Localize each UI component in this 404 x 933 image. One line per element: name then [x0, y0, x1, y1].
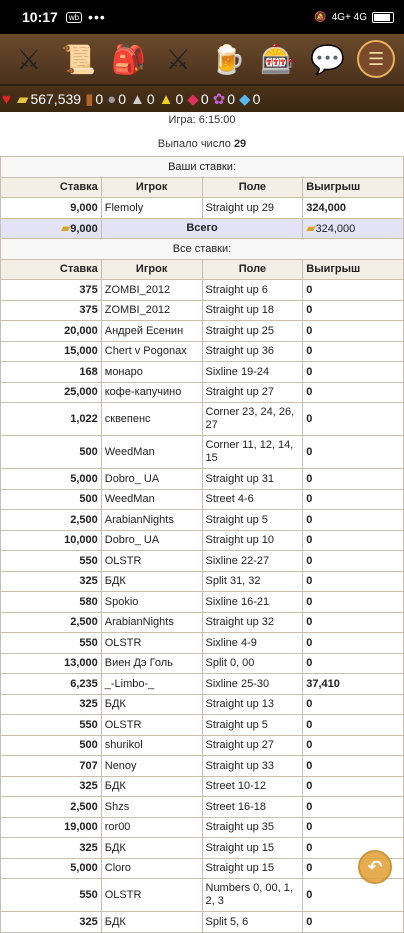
win-cell: 0 [303, 592, 404, 613]
field-cell: Street 4-6 [202, 489, 303, 510]
field-cell: Straight up 10 [202, 530, 303, 551]
resource-value: 0 [227, 91, 236, 107]
knight-helmet-icon[interactable]: ⚔ [16, 43, 42, 75]
bet-cell: 500 [1, 735, 102, 756]
player-cell[interactable]: Андрей Есенин [101, 321, 202, 342]
col-field: Поле [202, 259, 303, 280]
bet-cell: 325 [1, 571, 102, 592]
result-prefix: Выпало число [157, 138, 231, 150]
total-win-value: 324,000 [315, 223, 356, 236]
win-cell: 0 [303, 838, 404, 859]
win-cell: 0 [303, 341, 404, 362]
bet-cell: 168 [1, 362, 102, 383]
win-cell: 0 [303, 489, 404, 510]
win-cell: 0 [303, 551, 404, 572]
bet-cell: 6,235 [1, 674, 102, 695]
player-cell[interactable]: Shzs [101, 797, 202, 818]
field-cell: Straight up 33 [202, 756, 303, 777]
player-cell[interactable]: WeedMan [101, 489, 202, 510]
table-row [1, 879, 404, 912]
bet-cell: 2,500 [1, 510, 102, 531]
win-cell: 0 [303, 879, 404, 912]
win-cell: 0 [303, 382, 404, 403]
player-cell[interactable]: ArabianNights [101, 612, 202, 633]
game-nav-bar [0, 34, 404, 86]
player-cell[interactable]: OLSTR [101, 715, 202, 736]
resource-value: 0 [95, 91, 104, 107]
field-cell: Sixline 4-9 [202, 633, 303, 654]
total-bet-value: 9,000 [70, 223, 98, 236]
win-cell: 0 [303, 530, 404, 551]
total-bet [1, 218, 102, 239]
table-row [1, 633, 404, 654]
all-bets-header [1, 259, 404, 280]
battery-icon [372, 12, 394, 23]
bets-table [0, 156, 404, 933]
table-row [1, 551, 404, 572]
win-cell: 0 [303, 756, 404, 777]
back-button[interactable]: ↶ [358, 850, 392, 884]
stone-icon: ● [107, 90, 117, 108]
win-cell: 0 [303, 797, 404, 818]
table-row [1, 776, 404, 797]
status-bar [0, 0, 404, 34]
player-cell[interactable]: БДК [101, 571, 202, 592]
win-cell: 0 [303, 912, 404, 933]
roulette-icon[interactable]: 🎰 [260, 43, 296, 75]
player-cell[interactable]: БДК [101, 838, 202, 859]
result-line [0, 132, 404, 156]
table-row [1, 571, 404, 592]
resource-item [2, 91, 13, 108]
win-cell: 0 [303, 280, 404, 301]
resource-bar [0, 86, 404, 112]
player-cell[interactable]: ZOMBI_2012 [101, 280, 202, 301]
resource-item [85, 90, 103, 108]
resource-value: 567,539 [30, 91, 82, 107]
win-cell: 0 [303, 436, 404, 469]
win-cell: 324,000 [303, 198, 404, 219]
player-cell[interactable]: WeedMan [101, 436, 202, 469]
player-cell[interactable]: Chert v Pogonax [101, 341, 202, 362]
bet-cell: 375 [1, 280, 102, 301]
field-cell: Straight up 6 [202, 280, 303, 301]
table-row [1, 321, 404, 342]
player-cell[interactable]: БДК [101, 694, 202, 715]
bet-cell: 325 [1, 838, 102, 859]
total-win [303, 218, 404, 239]
roulette-results [0, 112, 404, 928]
player-cell[interactable]: Flemoly [101, 198, 202, 219]
win-cell: 0 [303, 633, 404, 654]
chat-icon[interactable]: 💬 [309, 43, 345, 75]
table-row [1, 489, 404, 510]
player-cell[interactable]: _-Limbo-_ [101, 674, 202, 695]
bet-cell: 325 [1, 912, 102, 933]
field-cell: Numbers 0, 00, 1, 2, 3 [202, 879, 303, 912]
win-cell: 0 [303, 469, 404, 490]
your-bets-title: Ваши ставки: [1, 157, 404, 178]
backpack-icon[interactable]: 🎒 [110, 43, 146, 75]
table-row [1, 797, 404, 818]
field-cell: Straight up 32 [202, 612, 303, 633]
col-field: Поле [202, 177, 303, 198]
player-cell[interactable]: ArabianNights [101, 510, 202, 531]
resource-value: 0 [252, 91, 261, 107]
resource-item [130, 91, 155, 108]
crystal-icon: ◆ [187, 91, 199, 108]
win-cell: 0 [303, 362, 404, 383]
health-icon: ♥ [2, 90, 11, 108]
player-cell[interactable]: сквепенс [101, 403, 202, 436]
field-cell: Straight up 31 [202, 469, 303, 490]
col-win: Выигрыш [303, 259, 404, 280]
field-cell: Straight up 15 [202, 858, 303, 879]
player-cell[interactable]: Nenoy [101, 756, 202, 777]
player-cell[interactable]: ror00 [101, 817, 202, 838]
gold-icon: ▰ [306, 221, 316, 236]
player-cell[interactable]: Dobro_ UA [101, 530, 202, 551]
bet-cell: 2,500 [1, 797, 102, 818]
resource-item [187, 90, 208, 108]
table-row [1, 280, 404, 301]
win-cell: 0 [303, 510, 404, 531]
bet-cell: 20,000 [1, 321, 102, 342]
game-time: Игра: 6:15:00 [168, 114, 236, 126]
bet-cell: 550 [1, 879, 102, 912]
field-cell: Corner 23, 24, 26, 27 [202, 403, 303, 436]
bet-cell: 500 [1, 436, 102, 469]
resource-item [239, 90, 260, 108]
your-bets-header [1, 177, 404, 198]
table-row [1, 735, 404, 756]
field-cell: Straight up 35 [202, 817, 303, 838]
field-cell: Corner 11, 12, 14, 15 [202, 436, 303, 469]
win-cell: 0 [303, 715, 404, 736]
player-cell[interactable]: Виен Дэ Голь [101, 653, 202, 674]
app-badge: wb [66, 12, 82, 23]
bet-cell: 550 [1, 633, 102, 654]
player-cell[interactable]: OLSTR [101, 633, 202, 654]
mute-icon: 🔕 [314, 11, 327, 23]
player-cell[interactable]: Cloro [101, 858, 202, 879]
resource-item [159, 91, 184, 108]
table-row [1, 530, 404, 551]
table-row [1, 469, 404, 490]
table-row [1, 817, 404, 838]
table-row [1, 382, 404, 403]
bet-cell: 550 [1, 715, 102, 736]
resource-value: 0 [175, 91, 184, 107]
player-cell[interactable]: БДК [101, 776, 202, 797]
resource-item [213, 90, 235, 108]
table-row [1, 715, 404, 736]
bet-cell: 5,000 [1, 469, 102, 490]
win-cell: 0 [303, 653, 404, 674]
bet-cell: 10,000 [1, 530, 102, 551]
field-cell: Sixline 25-30 [202, 674, 303, 695]
gems-icon: ✿ [212, 91, 226, 108]
col-player: Игрок [101, 177, 202, 198]
win-cell: 0 [303, 817, 404, 838]
field-cell: Sixline 22-27 [202, 551, 303, 572]
field-cell: Straight up 29 [202, 198, 303, 219]
gold-icon: ▰ [16, 91, 29, 108]
table-row [1, 510, 404, 531]
player-cell[interactable]: OLSTR [101, 551, 202, 572]
gold-icon: ▰ [60, 221, 71, 236]
player-cell[interactable]: shurikol [101, 735, 202, 756]
field-cell: Split 5, 6 [202, 912, 303, 933]
crossed-swords-icon[interactable]: ⚔ [165, 43, 191, 75]
tavern-mug-icon[interactable]: 🍺 [210, 43, 246, 75]
table-row [1, 300, 404, 321]
resource-value: 0 [200, 91, 209, 107]
win-cell: 0 [303, 735, 404, 756]
bet-cell: 25,000 [1, 382, 102, 403]
field-cell: Straight up 27 [202, 382, 303, 403]
bet-cell: 9,000 [1, 198, 102, 219]
col-win: Выигрыш [303, 177, 404, 198]
table-row [1, 592, 404, 613]
bet-cell: 375 [1, 300, 102, 321]
bet-cell: 550 [1, 551, 102, 572]
field-cell: Straight up 15 [202, 838, 303, 859]
bet-cell: 1,022 [1, 403, 102, 436]
game-info [0, 112, 404, 156]
table-row [1, 436, 404, 469]
clock: 10:17 [22, 9, 58, 25]
table-row [1, 341, 404, 362]
field-cell: Straight up 13 [202, 694, 303, 715]
field-cell: Straight up 5 [202, 510, 303, 531]
player-cell[interactable]: БДК [101, 912, 202, 933]
table-row [1, 838, 404, 859]
field-cell: Sixline 19-24 [202, 362, 303, 383]
win-cell: 0 [303, 403, 404, 436]
field-cell: Sixline 16-21 [202, 592, 303, 613]
col-bet: Ставка [1, 259, 102, 280]
bet-cell: 19,000 [1, 817, 102, 838]
bet-cell: 325 [1, 776, 102, 797]
field-cell: Street 10-12 [202, 776, 303, 797]
quest-map-icon[interactable]: 📜 [61, 43, 97, 75]
table-row [1, 403, 404, 436]
notification-dots: ••• [88, 9, 106, 25]
sulfur-icon: ▲ [158, 90, 174, 108]
table-row [1, 858, 404, 879]
result-number: 29 [233, 138, 247, 150]
table-row [1, 612, 404, 633]
win-cell: 0 [303, 321, 404, 342]
table-row [1, 362, 404, 383]
bet-cell: 500 [1, 489, 102, 510]
bet-cell: 15,000 [1, 341, 102, 362]
table-row [1, 674, 404, 695]
resource-item [17, 90, 81, 108]
bet-cell: 5,000 [1, 858, 102, 879]
field-cell: Straight up 27 [202, 735, 303, 756]
player-cell[interactable]: Dobro_ UA [101, 469, 202, 490]
win-cell: 0 [303, 858, 404, 879]
table-row [1, 694, 404, 715]
resource-item [107, 91, 126, 108]
field-cell: Straight up 36 [202, 341, 303, 362]
field-cell: Split 0, 00 [202, 653, 303, 674]
table-row [1, 756, 404, 777]
table-row [1, 198, 404, 219]
field-cell: Straight up 18 [202, 300, 303, 321]
win-cell: 0 [303, 612, 404, 633]
win-cell: 0 [303, 694, 404, 715]
bet-cell: 707 [1, 756, 102, 777]
player-cell[interactable]: кофе-капучино [101, 382, 202, 403]
player-cell[interactable]: Spokio [101, 592, 202, 613]
wood-icon: ▮ [85, 91, 94, 108]
win-cell: 0 [303, 776, 404, 797]
bet-cell: 13,000 [1, 653, 102, 674]
field-cell: Straight up 5 [202, 715, 303, 736]
win-cell: 37,410 [303, 674, 404, 695]
player-cell[interactable]: ZOMBI_2012 [101, 300, 202, 321]
bet-cell: 2,500 [1, 612, 102, 633]
table-row [1, 912, 404, 933]
iron-icon: ▲ [129, 90, 145, 108]
win-cell: 0 [303, 571, 404, 592]
total-label: Всего [101, 218, 303, 239]
player-cell[interactable]: монаро [101, 362, 202, 383]
all-bets-title: Все ставки: [1, 239, 404, 260]
field-cell: Straight up 25 [202, 321, 303, 342]
win-cell: 0 [303, 300, 404, 321]
diamond-icon: ◆ [239, 91, 251, 108]
resource-value: 0 [146, 91, 155, 107]
col-player: Игрок [101, 259, 202, 280]
menu-button[interactable]: ☰ [357, 40, 395, 78]
status-right [314, 12, 394, 23]
total-row [1, 218, 404, 239]
col-bet: Ставка [1, 177, 102, 198]
player-cell[interactable]: OLSTR [101, 879, 202, 912]
field-cell: Street 16-18 [202, 797, 303, 818]
resource-value: 0 [118, 91, 126, 107]
field-cell: Split 31, 32 [202, 571, 303, 592]
bet-cell: 325 [1, 694, 102, 715]
table-row [1, 653, 404, 674]
bet-cell: 580 [1, 592, 102, 613]
network-label: 4G+ 4G [331, 11, 367, 23]
